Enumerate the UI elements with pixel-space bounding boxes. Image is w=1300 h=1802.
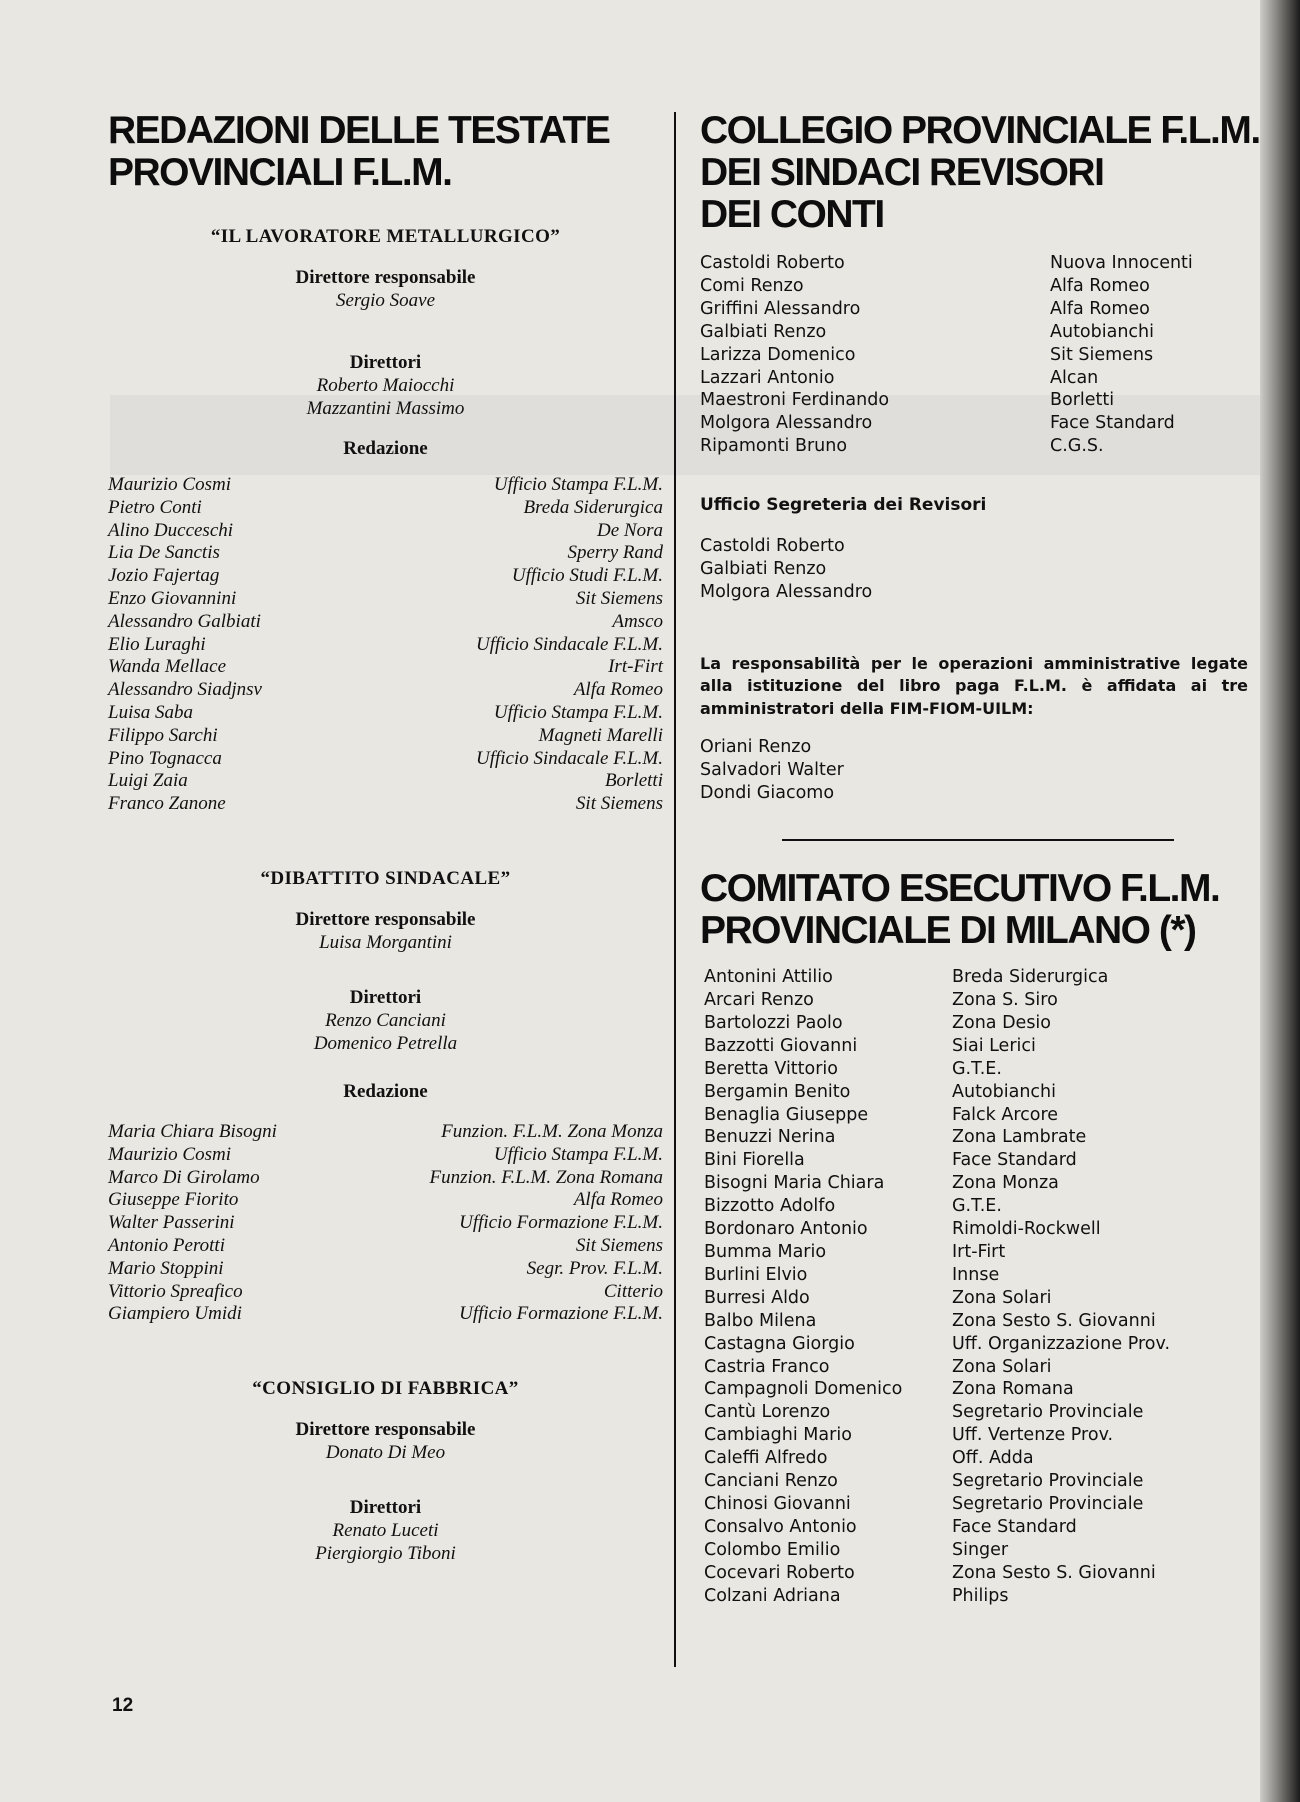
redazione-label-1: Redazione [343, 438, 428, 459]
redazione-row: Vittorio Spreafico Citterio [108, 1280, 663, 1302]
direttore-name-2: Luisa Morgantini [319, 931, 452, 953]
comitato-title [700, 868, 1255, 952]
masthead-consiglio: “CONSIGLIO DI FABBRICA” [252, 1378, 519, 1400]
direttori-name: Domenico Petrella [313, 1032, 458, 1054]
amministratori-list [700, 736, 1255, 805]
comitato-row: Bini Fiorella Face Standard [704, 1150, 1077, 1171]
comitato-row: Canciani Renzo Segretario Provinciale [704, 1471, 1144, 1492]
redazione-row: Franco Zanone Sit Siemens [108, 793, 663, 815]
redazione-row: Alessandro Galbiati Amsco [108, 610, 663, 632]
comitato-row: Cambiaghi Mario Uff. Vertenze Prov. [704, 1425, 1114, 1446]
segreteria-name: Galbiati Renzo [700, 559, 827, 580]
comitato-row: Cocevari Roberto Zona Sesto S. Giovanni [704, 1562, 1156, 1583]
amministratore-name: Dondi Giacomo [700, 783, 835, 804]
comitato-row: Campagnoli Domenico Zona Romana [704, 1379, 1074, 1400]
redazione-row: Mario Stoppini Segr. Prov. F.L.M. [108, 1257, 663, 1279]
collegio-row: Larizza Domenico Sit Siemens [700, 344, 1154, 365]
redazione-row: Giuseppe Fiorito Alfa Romeo [108, 1189, 663, 1211]
collegio-row: Castoldi Roberto Nuova Innocenti [700, 253, 1193, 273]
comitato-row: Caleffi Alfredo Off. Adda [704, 1448, 1034, 1469]
redazione-row: Marco Di Girolamo Funzion. F.L.M. Zona Romana [108, 1166, 663, 1188]
page-number: 12 [112, 1695, 134, 1716]
masthead-lavoratore: “IL LAVORATORE METALLURGICO” [210, 226, 561, 247]
collegio-row: Griffini Alessandro Alfa Romeo [700, 298, 1150, 319]
comitato-row: Bergamin Benito Autobianchi [704, 1081, 1056, 1102]
collegio-title-line2: DEI SINDACI REVISORI [700, 151, 1104, 194]
left-title-line2: PROVINCIALI F.L.M. [108, 151, 452, 194]
comitato-row: Burlini Elvio Innse [704, 1264, 1000, 1285]
segreteria-list [700, 535, 1255, 604]
redazione-label-2: Redazione [343, 1080, 428, 1102]
comitato-row: Bartolozzi Paolo Zona Desio [704, 1012, 1052, 1033]
amministratore-name: Salvadori Walter [700, 760, 844, 781]
comitato-row: Bisogni Maria Chiara Zona Monza [704, 1173, 1059, 1194]
direttori-name: Roberto Maiocchi [316, 375, 455, 396]
redazione-row: Luisa Saba Ufficio Stampa F.L.M. [108, 701, 663, 723]
collegio-title-line1: COLLEGIO PROVINCIALE F.L.M. [700, 109, 1260, 152]
redazione-row: Pino Tognacca Ufficio Sindacale F.L.M. [108, 747, 663, 769]
direttori-name: Piergiorgio Tiboni [315, 1543, 456, 1565]
collegio-list [700, 252, 1255, 458]
redazione-row: Filippo Sarchi Magneti Marelli [108, 724, 663, 746]
redazione-list-2 [108, 1121, 663, 1326]
redazione-list-1 [108, 474, 663, 816]
direttori-name: Renzo Canciani [325, 1009, 446, 1031]
direttore-label-1: Direttore responsabile [295, 267, 476, 288]
redazione-row: Maurizio Cosmi Ufficio Stampa F.L.M. [108, 474, 663, 495]
segreteria-name: Castoldi Roberto [700, 536, 845, 557]
comitato-row: Beretta Vittorio G.T.E. [704, 1058, 1002, 1079]
collegio-title-line3: DEI CONTI [700, 193, 884, 236]
comitato-row: Benaglia Giuseppe Falck Arcore [704, 1104, 1059, 1125]
comitato-row: Bordonaro Antonio Rimoldi-Rockwell [704, 1219, 1101, 1240]
direttori-label-2: Direttori [349, 986, 422, 1008]
comitato-row: Cantù Lorenzo Segretario Provinciale [704, 1402, 1144, 1423]
redazione-row: Antonio Perotti Sit Siemens [108, 1234, 663, 1256]
direttore-name-3: Donato Di Meo [325, 1442, 446, 1464]
redazione-row: Alino Ducceschi De Nora [108, 519, 663, 541]
redazione-row: Alessandro Siadjnsv Alfa Romeo [108, 679, 663, 701]
comitato-title-line2: PROVINCIALE DI MILANO (*) [700, 909, 1196, 953]
redazione-row: Lia De Sanctis Sperry Rand [108, 542, 663, 564]
comitato-row: Colombo Emilio Singer [704, 1539, 1009, 1560]
redazione-row: Jozio Fajertag Ufficio Studi F.L.M. [108, 565, 663, 587]
collegio-title [700, 109, 1260, 236]
direttori-name: Mazzantini Massimo [306, 398, 465, 419]
redazione-row: Luigi Zaia Borletti [108, 770, 663, 792]
segreteria-name: Molgora Alessandro [700, 581, 873, 602]
segreteria-heading: Ufficio Segreteria dei Revisori [700, 495, 987, 516]
comitato-row: Burresi Aldo Zona Solari [704, 1287, 1052, 1308]
comitato-row: Colzani Adriana Philips [704, 1585, 1009, 1606]
direttori-name: Renato Luceti [332, 1520, 439, 1542]
direttore-name-1: Sergio Soave [335, 290, 436, 311]
direttore-label-3: Direttore responsabile [295, 1419, 476, 1441]
collegio-row: Maestroni Ferdinando Borletti [700, 390, 1115, 411]
page-edge-shadow [1260, 0, 1300, 1802]
redazione-row: Walter Passerini Ufficio Formazione F.L.M. [108, 1212, 663, 1234]
comitato-row: Consalvo Antonio Face Standard [704, 1516, 1077, 1537]
left-column [108, 110, 663, 1565]
comitato-row: Arcari Renzo Zona S. Siro [704, 990, 1058, 1010]
column-divider [674, 112, 676, 1667]
redazione-row: Pietro Conti Breda Siderurgica [108, 496, 663, 518]
collegio-row: Ripamonti Bruno C.G.S. [700, 436, 1104, 457]
direttore-label-2: Direttore responsabile [295, 908, 476, 930]
redazione-row: Maurizio Cosmi Ufficio Stampa F.L.M. [108, 1143, 663, 1165]
collegio-row: Galbiati Renzo Autobianchi [700, 321, 1154, 342]
comitato-row: Antonini Attilio Breda Siderurgica [704, 967, 1109, 988]
comitato-row: Castagna Giorgio Uff. Organizzazione Prov. [704, 1333, 1171, 1354]
masthead-dibattito: “DIBATTITO SINDACALE” [260, 867, 511, 889]
left-title [108, 110, 663, 194]
collegio-row: Lazzari Antonio Alcan [700, 367, 1099, 388]
redazione-row: Elio Luraghi Ufficio Sindacale F.L.M. [108, 633, 663, 655]
comitato-row: Bazzotti Giovanni Siai Lerici [704, 1035, 1036, 1056]
comitato-row: Benuzzi Nerina Zona Lambrate [704, 1127, 1087, 1148]
redazione-row: Wanda Mellace Irt-Firt [108, 656, 663, 678]
comitato-row: Castria Franco Zona Solari [704, 1356, 1052, 1377]
redazione-row: Giampiero Umidi Ufficio Formazione F.L.M. [108, 1303, 663, 1325]
direttori-label-1: Direttori [349, 352, 422, 373]
comitato-list [704, 966, 1259, 1607]
comitato-row: Bizzotto Adolfo G.T.E. [704, 1196, 1002, 1217]
comitato-title-line1: COMITATO ESECUTIVO F.L.M. [700, 867, 1220, 911]
comitato-row: Bumma Mario Irt-Firt [704, 1241, 1006, 1262]
left-title-line1: REDAZIONI DELLE TESTATE [108, 109, 610, 152]
comitato-row: Balbo Milena Zona Sesto S. Giovanni [704, 1310, 1156, 1331]
amministratore-name: Oriani Renzo [700, 737, 812, 758]
collegio-row: Comi Renzo Alfa Romeo [700, 275, 1150, 296]
redazione-row: Enzo Giovannini Sit Siemens [108, 587, 663, 609]
collegio-row: Molgora Alessandro Face Standard [700, 413, 1175, 434]
responsabilita-paragraph: La responsabilità per le operazioni amministrative legate alla istituzione del libro paga F.L.M. è affidata ai tre amministratori della FIM-FIOM-UILM: [700, 653, 1248, 718]
right-column [700, 109, 1260, 1607]
direttori-label-3: Direttori [349, 1497, 422, 1519]
redazione-row: Maria Chiara Bisogni Funzion. F.L.M. Zona Monza [108, 1120, 663, 1142]
comitato-row: Chinosi Giovanni Segretario Provinciale [704, 1493, 1144, 1514]
section-rule [782, 839, 1174, 841]
